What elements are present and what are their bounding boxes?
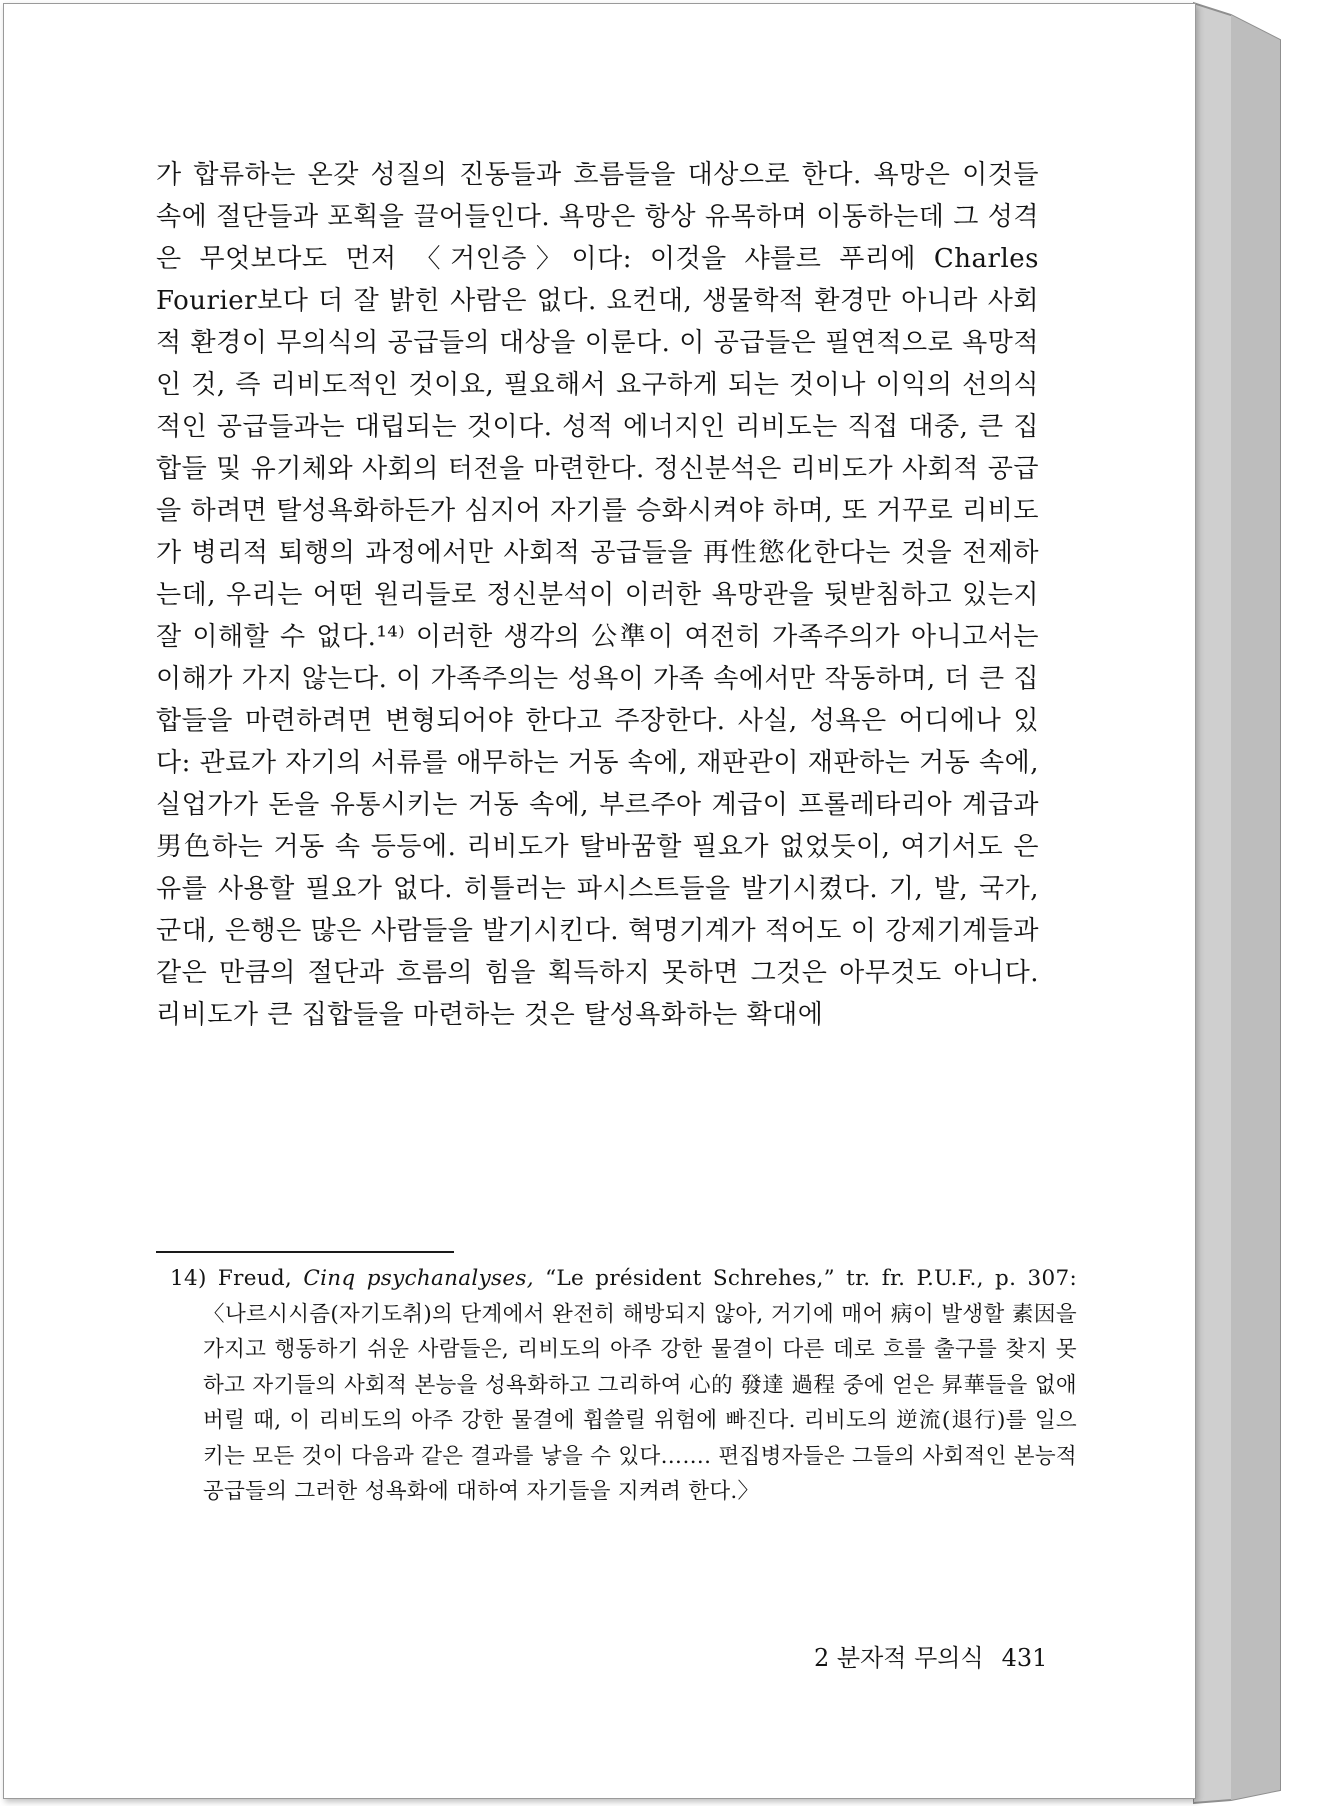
page-number: 431	[1001, 1644, 1048, 1672]
footnote-number: 14)	[170, 1266, 207, 1291]
footnote-text: “Le président Schrehes,” tr. fr. P.U.F., p. 307: 〈나르시시즘(자기도취)의 단계에서 완전히 해방되지 않아, 거기에 매어 病이 발생할 素因을 가지고 행동하기 쉬운 사람들은, 리비도의 아주 강한 물결이 다른 데로 흐를 출구를 찾지 못하고 자기들의 사회적 본능을 성욕화하고 그리하여 心的 發達 過程 중에 얻은 昇華들을 없애버릴 때, 이 리비도의 아주 강한 물결에 휩쓸릴 위험에 빠진다. 리비도의 逆流(退行)를 일으키는 모든 것이 다음과 같은 결과를 낳을 수 있다……. 편집병자들은 그들의 사회적인 본능적 공급들의 그러한 성욕화에 대하여 자기들을 지켜려 한다.〉	[203, 1266, 1077, 1504]
footnote-work-title: Cinq psychanalyses,	[303, 1266, 534, 1291]
footnote-14	[170, 1261, 1077, 1510]
chapter-section-title: 2 분자적 무의식	[814, 1644, 984, 1672]
footnote-author: Freud,	[217, 1266, 293, 1291]
document-page	[3, 3, 1196, 1799]
book-page-edge	[1193, 0, 1294, 1806]
running-footer	[796, 1643, 1046, 1673]
page-edge-highlight	[1231, 15, 1280, 1800]
body-text: 가 합류하는 온갖 성질의 진동들과 흐름들을 대상으로 한다. 욕망은 이것들 속에 절단들과 포획을 끌어들인다. 욕망은 항상 유목하며 이동하는데 그 성격은 무엇보다도 먼저 〈거인증〉이다: 이것을 샤를르 푸리에 Charles Fourier보다 더 잘 밝힌 사람은 없다. 요컨대, 생물학적 환경만 아니라 사회적 환경이 무의식의 공급들의 대상을 이룬다. 이 공급들은 필연적으로 욕망적인 것, 즉 리비도적인 것이요, 필요해서 요구하게 되는 것이나 이익의 선의식적인 공급들과는 대립되는 것이다. 성적 에너지인 리비도는 직접 대중, 큰 집합들 및 유기체와 사회의 터전을 마련한다. 정신분석은 리비도가 사회적 공급을 하려면 탈성욕화하든가 심지어 자기를 승화시켜야 하며, 또 거꾸로 리비도가 병리적 퇴행의 과정에서만 사회적 공급들을 再性慾化한다는 것을 전제하는데, 우리는 어떤 원리들로 정신분석이 이러한 욕망관을 뒷받침하고 있는지 잘 이해할 수 없다.¹⁴⁾ 이러한 생각의 公準이 여전히 가족주의가 아니고서는 이해가 가지 않는다. 이 가족주의는 성욕이 가족 속에서만 작동하며, 더 큰 집합들을 마련하려면 변형되어야 한다고 주장한다. 사실, 성욕은 어디에나 있다: 관료가 자기의 서류를 애무하는 거동 속에, 재판관이 재판하는 거동 속에, 실업가가 돈을 유통시키는 거동 속에, 부르주아 계급이 프롤레타리아 계급과 男色하는 거동 속 등등에. 리비도가 탈바꿈할 필요가 없었듯이, 여기서도 은유를 사용할 필요가 없다. 히틀러는 파시스트들을 발기시켰다. 기, 발, 국가, 군대, 은행은 많은 사람들을 발기시킨다. 혁명기계가 적어도 이 강제기계들과 같은 만큼의 절단과 흐름의 힘을 획득하지 못하면 그것은 아무것도 아니다. 리비도가 큰 집합들을 마련하는 것은 탈성욕화하는 확대에	[156, 160, 1039, 1030]
footnote-divider	[156, 1251, 454, 1253]
